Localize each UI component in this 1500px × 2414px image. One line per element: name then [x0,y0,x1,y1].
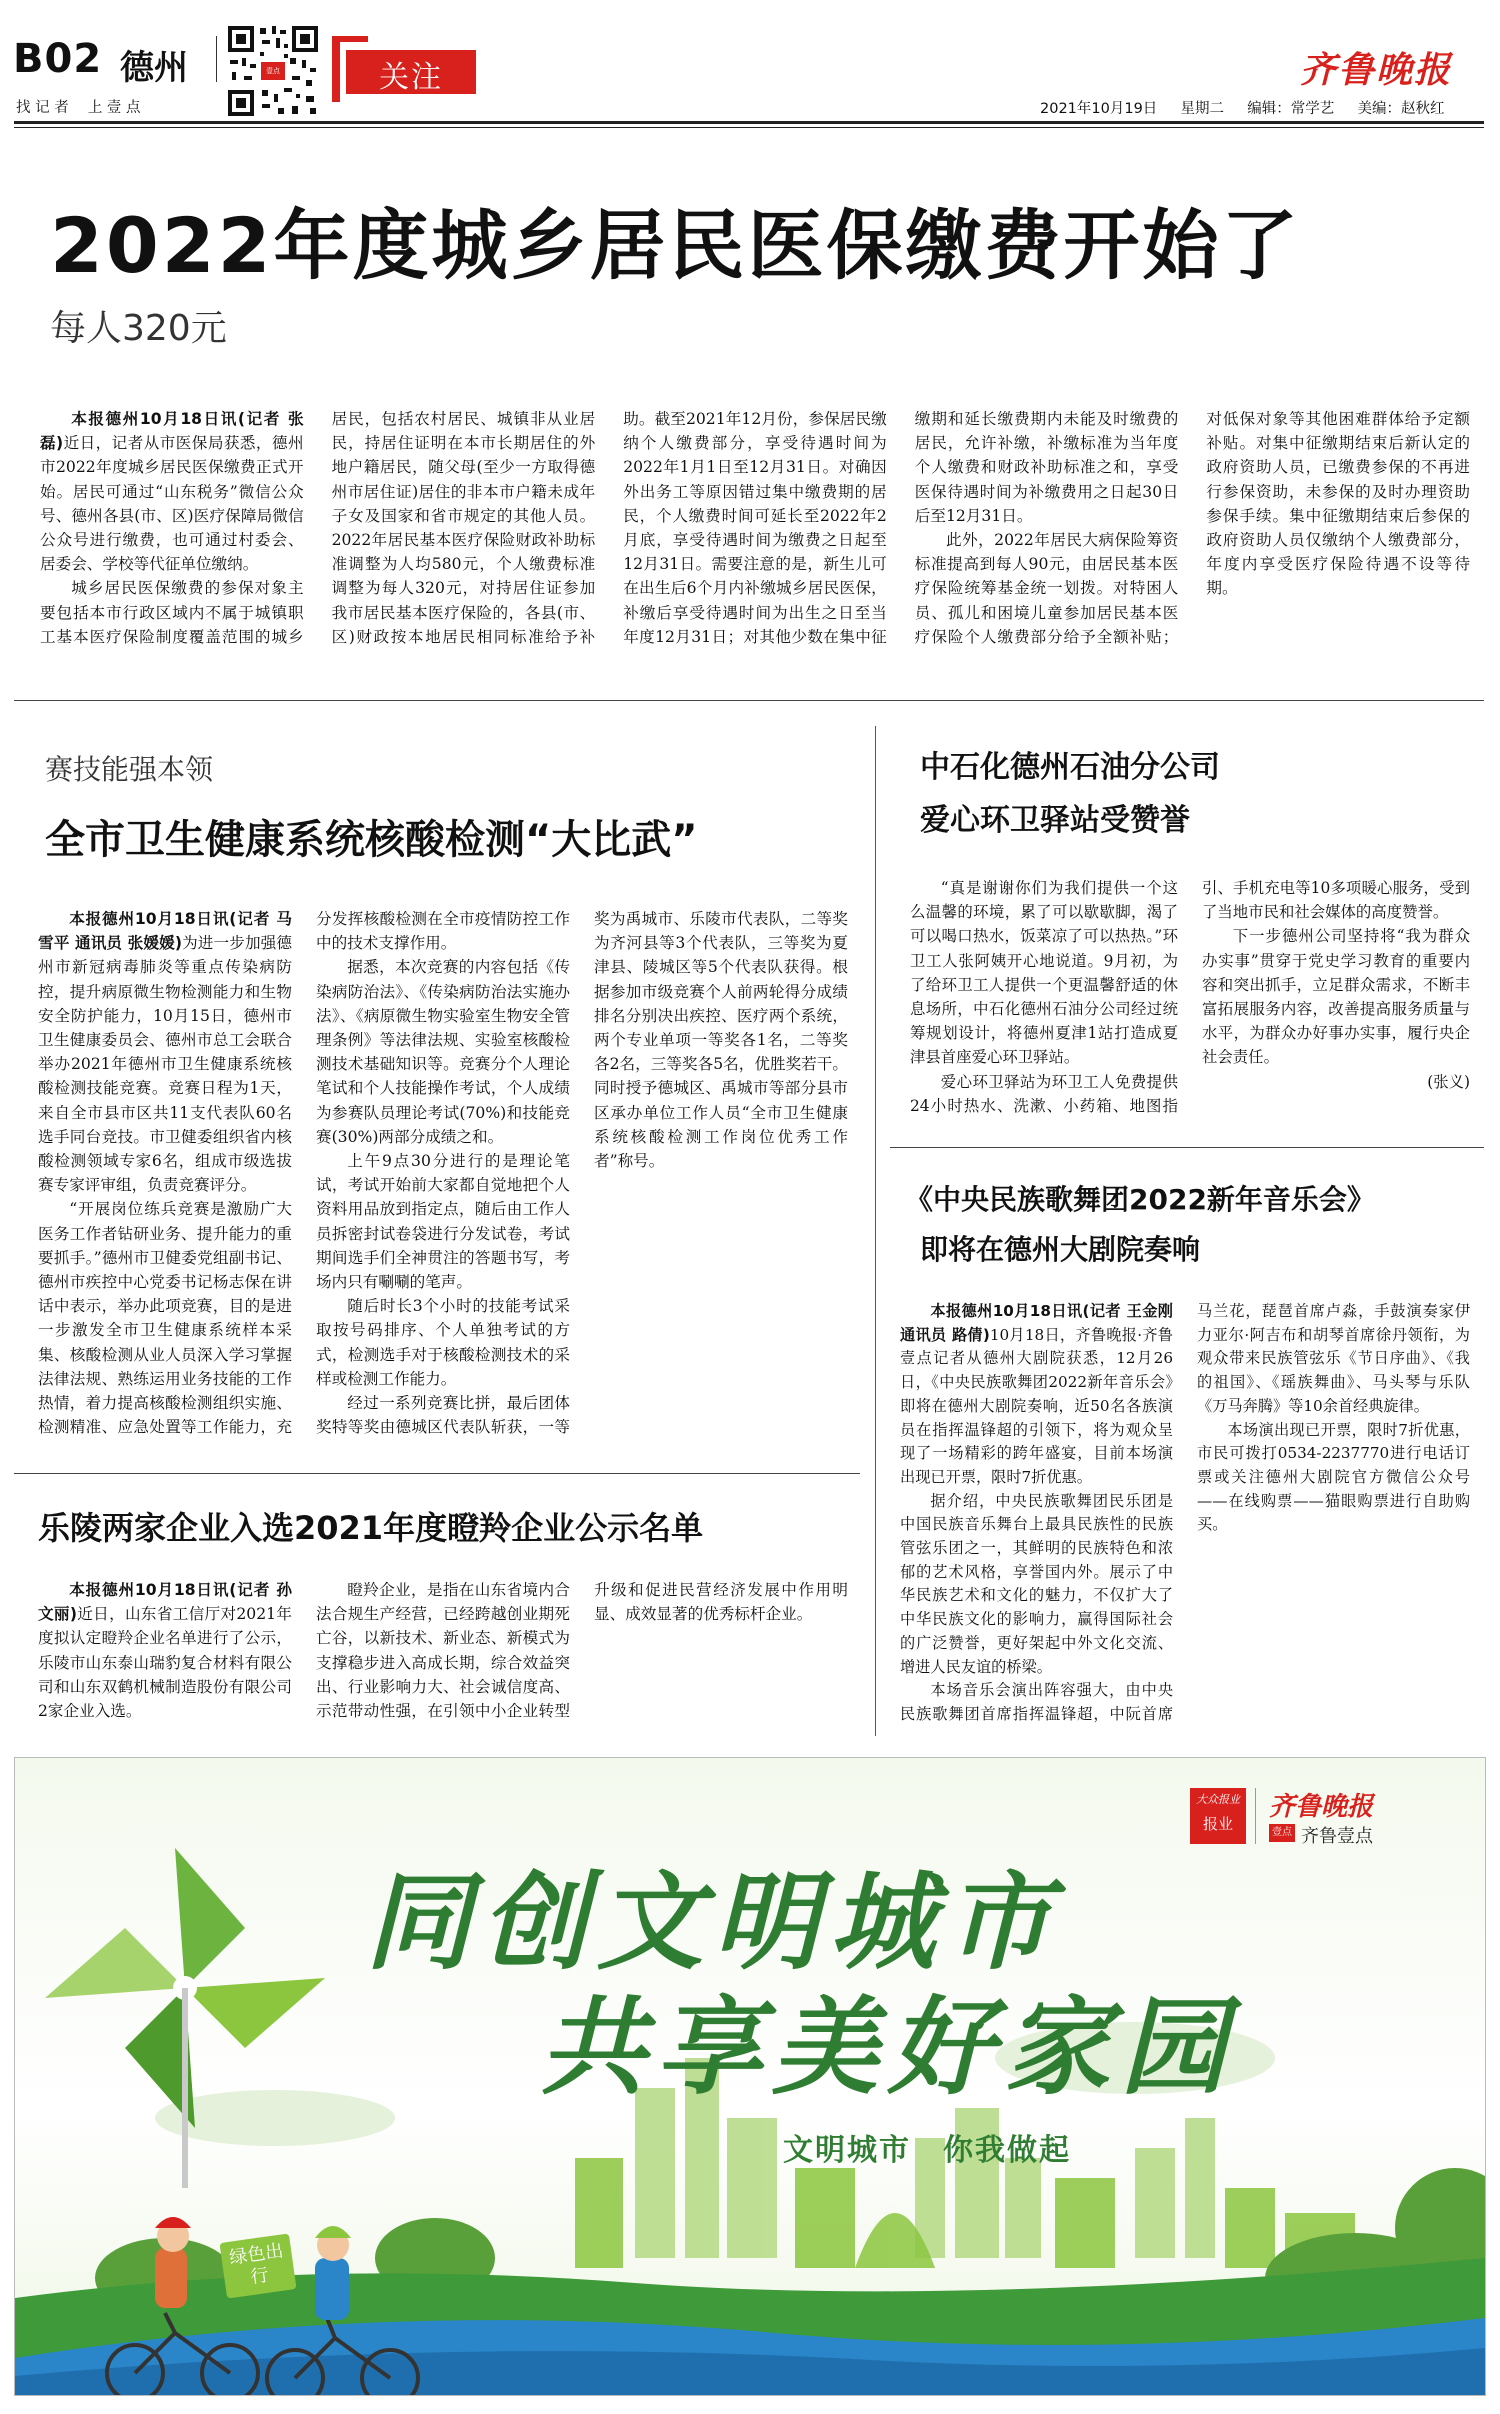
concert-para-4: 本场演出现已开票，限时7折优惠，市民可拨打0534-2237770进行电话订票或关注德州大剧院官方微信公众号——在线购票——猫眼购票进行自助购买。 [1197,1420,1470,1534]
qr-label: 壹点 [266,67,280,75]
gazelle-byline: 本报德州10月18日讯(记者 孙文丽) [38,1581,292,1624]
section-tag-label: 关注 [379,60,443,95]
nucleic-para-1: 为进一步加强德州市新冠病毒肺炎等重点传染病防控，提升病原微生物检测能力和生物安全防护能力，10月15日，德州市卫生健康委员会、德州市总工会联合举办2021年德州市卫生健康系统核酸检测技能竞赛。竞赛日程为1天，来自全市县市区共11支代表队60名选手同台竞技。市卫健委组织省内核酸检测领域专家6名，组成市级选拔赛专家评审组，负责竞赛评分。 [38,934,292,1195]
ad-headline-2: 共享美好家园 [540,1986,1236,2109]
ad-logo-qilu-icon: 壹点 [1269,1824,1295,1842]
header-rule [14,121,1484,124]
ad-badge-label: 绿色出行 [228,2240,285,2289]
page-code: B02 [13,36,103,82]
sinopec-para-2: 爱心环卫驿站为环卫工人免费提供24小时热水、洗漱、小药箱、地图指引、手机充电等10多项暖心服务，受到了当地市民和社会媒体的高度赞誉。 [910,879,1470,1115]
nucleic-para-5: 随后时长3个小时的技能考试采取按号码排序、个人单独考试的方式，检测选手对于核酸检测技术的采样或检测工作能力。 [316,1297,570,1388]
concert-title-1: 《中央民族歌舞团2022新年音乐会》 [905,1183,1375,1216]
nucleic-kicker: 赛技能强本领 [45,753,214,786]
issue-weekday: 星期二 [1180,101,1225,117]
concert-title-2: 即将在德州大剧院奏响 [920,1233,1201,1266]
nucleic-para-4: 上午9点30分进行的是理论笔试，考试开始前大家都自觉地把个人资料用品放到指定点，随后由工作人员拆密封试卷袋进行分发试卷，考试期间选手们全神贯注的答题书写，考场内只有唰唰的笔声。 [316,1152,570,1292]
concert-para-3: 本场音乐会演出阵容强大，由中央民族歌舞团首席指挥温锋超，中阮首席马兰花，琵琶首席卢淼，手鼓演奏家伊力亚尔·阿吉布和胡琴首席徐丹领衔，为观众带来民族管弦乐《节日序曲》、《我的祖国》、《瑶族舞曲》、马头琴与乐队《万马奔腾》等10余首经典旋律。 [900,1302,1470,1723]
concert-para-2: 据介绍，中央民族歌舞团民乐团是中国民族音乐舞台上最具民族性的民族管弦乐团之一，其鲜明的民族特色和浓郁的艺术风格，享誉国内外。展示了中华民族艺术和文化的魅力，不仅扩大了中华民族文化的影响力，赢得国际社会的广泛赞誉，更好架起中外文化交流、增进人民友谊的桥梁。 [900,1491,1173,1676]
nucleic-body [38,907,848,1459]
gazelle-para-1: 近日，山东省工信厅对2021年度拟认定瞪羚企业名单进行了公示，乐陵市山东泰山瑞豹复合材料有限公司和山东双鹤机械制造股份有限公司2家企业入选。 [38,1605,292,1721]
ad-logo-dazhong-top: 大众报业 [1196,1793,1240,1806]
lead-byline: 本报德州10月18日讯(记者 张磊) [40,410,304,453]
lead-para-2: 城乡居民医保缴费的参保对象主要包括本市行政区域内不属于城镇职工基本医疗保险制度覆盖范围的城乡居民，包括农村居民、城镇非从业居民，持居住证明在本市长期居住的外地户籍居民，随父母(至少一方取得德州市居住证)居住的非本市户籍未成年子女及国家和省市规定的其他人员。2022年居民基本医疗保险财政补助标准调整为人均580元，个人缴费标准调整为每人320元，对持居住证参加我市居民基本医疗保险的，各县(市、区)财政按本地居民相同标准给予补助。截至2021年12月份，参保居民缴纳个人缴费部分，享受待遇时间为2022年1月1日至12月31日。对确因外出务工等原因错过集中缴费期的居民，个人缴费时间可延长至2022年2月底，享受待遇时间为缴费之日起至12月31日。需要注意的是，新生儿可在出生后6个月内补缴城乡居民医保，补缴后享受待遇时间为出生之日至当年度12月31日；对其他少数在集中征缴期和延长缴费期内未能及时缴费的居民，允许补缴，补缴标准为当年度个人缴费和财政补助标准之和，享受医保待遇时间为补缴费用之日起30日后至12月31日。 [40,410,1179,646]
ad-tagline: 文明城市 你我做起 [783,2133,1071,2168]
lead-body [40,407,1470,667]
ad-logo-dazhong [1190,1788,1246,1844]
ad-logo-dazhong-bottom: 报业 [1202,1815,1233,1833]
gazelle-para-2: 瞪羚企业，是指在山东省境内合法合规生产经营，已经跨越创业期死亡谷，以新技术、新业态、新模式为支撑稳步进入高成长期，综合效益突出、行业影响力大、社会诚信度高、示范带动性强，在引领中小企业转型升级和促进民营经济发展中作用明显、成效显著的优秀标杆企业。 [316,1581,848,1721]
lead-para-3: 此外，2022年居民大病保险筹资标准提高到每人90元，由居民基本医疗保险统筹基金统一划拨。对特困人员、孤儿和困境儿童参加居民基本医疗保险个人缴费部分给予全额补贴；对低保对象等其他困难群体给予定额补贴。对集中征缴期结束后新认定的政府资助人员，已缴费参保的不再进行参保资助，未参保的及时办理资助参保手续。集中征缴期结束后参保的政府资助人员仅缴纳个人缴费部分，年度内享受医疗保险待遇不设等待期。 [914,410,1470,646]
ad-badge [219,2233,296,2298]
lead-title: 2022年度城乡居民医保缴费开始了 [50,201,1301,290]
ad-headline-1: 同创文明城市 [365,1861,1061,1984]
gazelle-body [38,1578,848,1748]
masthead: 齐鲁晚报 [1300,49,1453,91]
ad-banner[interactable] [14,1757,1486,2396]
ad-logo-qilu [1265,1786,1465,1846]
lead-subtitle: 每人320元 [50,308,227,349]
ad-logo-qilu-sub: 齐鲁壹点 [1301,1826,1373,1847]
nucleic-para-3: 据悉，本次竞赛的内容包括《传染病防治法》、《传染病防治法实施办法》、《病原微生物实验室生物安全管理条例》等法律法规、实验室核酸检测技术基础知识等。竞赛分个人理论笔试和个人技能操作考试，个人成绩为参赛队员理论考试(70%)和技能竞赛(30%)两部分成绩之和。 [316,958,570,1146]
concert-para-1: 10月18日，齐鲁晚报·齐鲁壹点记者从德州大剧院获悉，12月26日，《中央民族歌舞团2022新年音乐会》即将在德州大剧院奏响，近50名各族演员在指挥温锋超的引领下，将为观众呈现了一场精彩的跨年盛宴，目前本场演出现已开票，限时7折优惠。 [900,1325,1173,1486]
qr-code[interactable] [226,24,320,118]
gazelle-title: 乐陵两家企业入选2021年度瞪羚企业公示名单 [38,1509,704,1547]
nucleic-byline: 本报德州10月18日讯(记者 马雪平 通讯员 张媛媛) [38,910,292,953]
sinopec-body [910,876,1470,1134]
lead-para-1: 近日，记者从市医保局获悉，德州市2022年度城乡居民医保缴费正式开始。居民可通过“山东税务”微信公众号、德州各县(市、区)医疗保障局微信公众号进行缴费，也可通过村委会、居委会、学校等代征单位缴纳。 [40,434,304,574]
concert-byline: 本报德州10月18日讯(记者 王金刚 通讯员 路倩) [900,1302,1173,1344]
nucleic-title: 全市卫生健康系统核酸检测“大比武” [45,817,698,863]
sinopec-signature: (张义) [1427,1072,1470,1091]
sinopec-title-2: 爱心环卫驿站受赞誉 [920,803,1190,838]
nucleic-para-2: “开展岗位练兵竞赛是激励广大医务工作者钻研业务、提升能力的重要抓手。”德州市卫健委党组副书记、德州市疾控中心党委书记杨志保在讲话中表示，举办此项竞赛，目的是进一步激发全市卫生健康系统样本采集、核酸检测从业人员深入学习掌握法律法规、熟练运用业务技能的工作热情，着力提高核酸检测组织实施、检测精准、应急处置等工作能力，充分发挥核酸检测在全市疫情防控工作中的技术支撑作用。 [38,910,570,1437]
sinopec-para-1: “真是谢谢你们为我们提供一个这么温馨的环境，累了可以歇歇脚，渴了可以喝口热水，饭菜凉了可以热热。”环卫工人张阿姨开心地说道。9月初，为了给环卫工人提供一个更温馨舒适的休息场所，中石化德州石油分公司经过统筹规划设计，将德州夏津1站打造成夏津县首座爱心环卫驿站。 [910,879,1178,1067]
issue-date: 2021年10月19日 [1040,101,1158,117]
ad-logo-qilu-title: 齐鲁晚报 [1269,1792,1374,1822]
editor: 编辑：常学艺 [1247,101,1335,117]
city-label: 德州 [120,48,188,88]
nucleic-para-6: 经过一系列竞赛比拼，最后团体奖特等奖由德城区代表队斩获，一等奖为禹城市、乐陵市代表队，二等奖为齐河县等3个代表队，三等奖为夏津县、陵城区等5个代表队获得。根据参加市级竞赛个人前两轮得分成绩排名分别决出疾控、医疗两个系统，两个专业单项一等奖各1名，二等奖各2名，三等奖各5名，优胜奖若干。同时授予德城区、禹城市等部分县市区承办单位工作人员“全市卫生健康系统核酸检测工作岗位优秀工作者”称号。 [316,910,848,1437]
sinopec-para-3: 下一步德州公司坚持将“我为群众办实事”贯穿于党史学习教育的重要内容和突出抓手，立足群众需求，不断丰富拓展服务内容，改善提高服务质量与水平，为群众办好事办实事，履行央企社会责任。 [1202,927,1470,1067]
sinopec-title-1: 中石化德州石油分公司 [920,750,1220,785]
concert-body [900,1300,1470,1740]
designer: 美编：赵秋红 [1357,101,1445,117]
slogan: 找 记 者 上 壹 点 [16,100,141,116]
section-tag [332,36,482,102]
